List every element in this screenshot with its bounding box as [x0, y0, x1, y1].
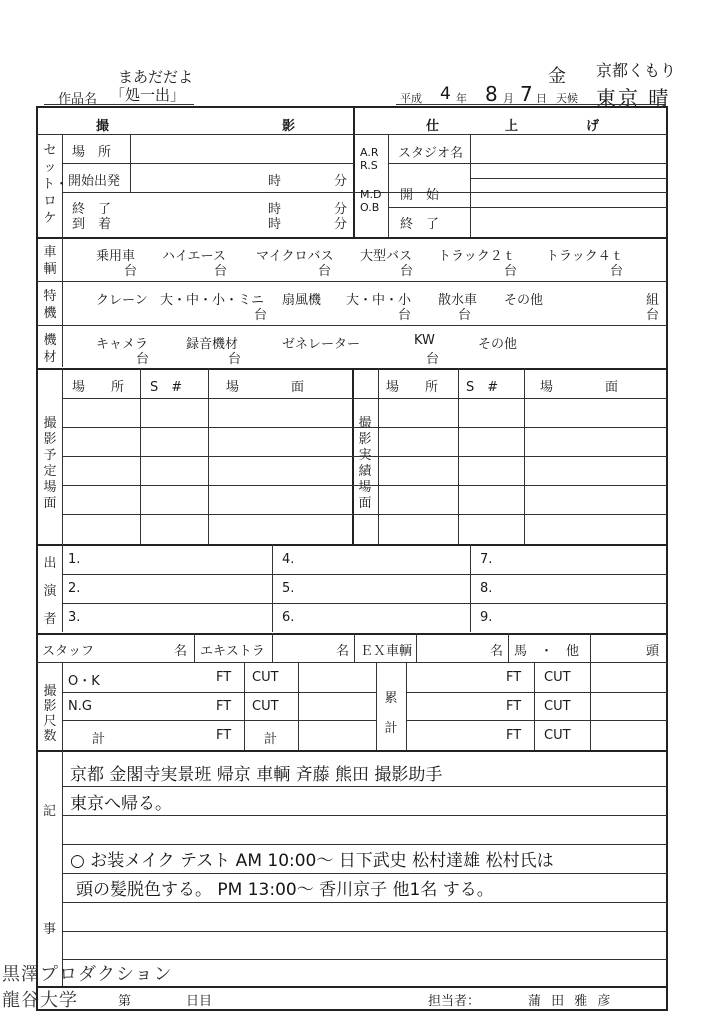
row-line	[406, 720, 667, 721]
unit: 台	[318, 264, 332, 279]
vehicle-truck2: トラック２ｔ	[438, 249, 516, 264]
notes-side-ki: 記	[43, 804, 57, 819]
unit: 台	[646, 308, 660, 323]
row-line	[388, 207, 667, 208]
cumulative-label: 累計	[384, 691, 398, 736]
film-total-label: 計	[92, 732, 106, 747]
equip-camera: キャメラ	[96, 337, 149, 352]
weather-value: 東京 晴	[596, 86, 671, 110]
footer-day-no: 第	[118, 994, 132, 1009]
scene-col-place: 場 所	[72, 380, 125, 395]
cut: CUT	[544, 699, 571, 714]
side-divider	[62, 544, 63, 632]
note-rule	[62, 931, 667, 932]
vehicles-side-label: 車輌	[43, 245, 57, 277]
special-crane-size: 大・中・小・ミニ	[160, 293, 265, 308]
code-ar: A.R	[360, 146, 379, 159]
set-start-label: 開始出発	[68, 174, 121, 189]
row-line	[62, 456, 667, 457]
unit: 台	[124, 264, 138, 279]
header-finish-a: 仕	[426, 119, 440, 134]
cast-num: 9.	[480, 610, 493, 625]
col-divider	[508, 633, 509, 662]
set-end-min: 分	[334, 202, 348, 217]
horse-label: 馬 ・ 他	[514, 644, 580, 659]
vehicle-car: 乗用車	[96, 249, 136, 264]
footer-day-label: 日目	[186, 994, 213, 1009]
cast-num: 1.	[68, 552, 81, 567]
cast-num: 8.	[480, 581, 493, 596]
unit: 台	[398, 308, 412, 323]
special-other: その他	[504, 293, 544, 308]
col-divider	[298, 662, 299, 750]
section-line	[37, 237, 667, 239]
note-line-2: 東京へ帰る。	[70, 794, 172, 814]
date-year: 4	[440, 84, 451, 104]
film-side-label: 撮影尺数	[43, 684, 57, 744]
cut: CUT	[544, 670, 571, 685]
col-divider	[470, 544, 471, 632]
section-line	[37, 281, 667, 282]
col-divider	[406, 662, 407, 750]
row-line	[406, 692, 667, 693]
special-crane: クレーン	[96, 293, 148, 308]
note-rule	[62, 902, 667, 903]
unit: 台	[504, 264, 518, 279]
cut: CUT	[252, 699, 279, 714]
film-ok-label: O・K	[68, 674, 100, 689]
unit: 台	[228, 352, 242, 367]
weekday: 金	[548, 66, 566, 87]
ft: FT	[506, 670, 522, 685]
unit: 台	[136, 352, 150, 367]
code-md: M.D	[360, 188, 382, 201]
set-arrive-label: 到 着	[72, 217, 112, 232]
unit: 台	[400, 264, 414, 279]
extra-unit: 名	[336, 644, 350, 659]
scene-col-scene: 場 面	[540, 380, 619, 395]
extra-label: エキストラ	[200, 644, 265, 659]
side-divider	[62, 237, 63, 367]
col-divider	[534, 662, 535, 750]
col-divider	[354, 633, 355, 662]
horse-unit: 頭	[646, 644, 660, 659]
note-line-1: 京都 金閣寺実景班 帰京 車輌 斉藤 熊田 撮影助手	[70, 765, 443, 785]
scene-col-s: S #	[466, 380, 499, 395]
col-divider	[194, 633, 195, 662]
ex-vehicle-unit: 名	[490, 644, 504, 659]
cast-num: 5.	[282, 581, 295, 596]
equipment-side-label: 機材	[43, 333, 57, 365]
set-arrive-min: 分	[334, 217, 348, 232]
section-line	[37, 325, 667, 326]
row-line	[62, 398, 667, 399]
row-line	[62, 603, 667, 604]
row-line	[62, 692, 376, 693]
equip-generator: ゼネレーター	[282, 337, 361, 352]
footer-person: 蒲 田 雅 彦	[528, 994, 614, 1009]
scene-col-s: S #	[150, 380, 183, 395]
watermark-line-2: 龍谷大学	[2, 990, 78, 1011]
section-line	[37, 633, 667, 635]
date-year-label: 年	[456, 92, 467, 105]
equip-kw: KW	[414, 333, 435, 348]
ft: FT	[216, 699, 232, 714]
note-rule	[62, 815, 667, 816]
title-note: まあだだよ	[118, 68, 194, 86]
note-line-3: ○ お装メイク テスト AM 10:00〜 日下武史 松村達雄 松村氏は	[70, 851, 554, 871]
vehicle-hiace: ハイエース	[162, 249, 226, 264]
header-shoot-b: 影	[282, 119, 296, 134]
row-line	[62, 720, 376, 721]
notes-side-ji: 事	[43, 922, 57, 937]
set-loc-side-label: セット・ロケ	[42, 143, 69, 226]
work-name-label: 作品名	[58, 92, 98, 107]
ft: FT	[216, 670, 232, 685]
col-divider	[272, 633, 273, 662]
header-finish-c: げ	[586, 119, 600, 134]
header-finish-b: 上	[505, 119, 519, 134]
col-divider	[416, 633, 417, 662]
row-line	[62, 485, 667, 486]
studio-label-divider	[470, 134, 471, 238]
ft: FT	[506, 699, 522, 714]
note-line-4: 頭の髪脱色する。 PM 13:00〜 香川京子 他1名 する。	[76, 880, 494, 900]
special-side-label: 特機	[43, 289, 57, 321]
studio-end: 終 了	[400, 217, 440, 232]
unit: 台	[254, 308, 268, 323]
special-kumi: 組	[646, 293, 660, 308]
weather-note: 京都くもり	[596, 61, 677, 80]
cut: CUT	[252, 670, 279, 685]
note-rule	[62, 873, 667, 874]
scene-col-place: 場 所	[386, 380, 439, 395]
work-name-underline	[44, 104, 194, 105]
date-prefix: 平成	[400, 92, 422, 105]
date-month: 8	[485, 82, 498, 106]
date-day-label: 日	[536, 92, 547, 105]
special-fan: 扇風機	[282, 293, 322, 308]
row-line	[388, 163, 667, 164]
row-line	[62, 574, 667, 575]
note-rule	[62, 786, 667, 787]
scene-col-scene: 場 面	[226, 380, 305, 395]
weather-label: 天候	[556, 92, 578, 105]
cast-num: 4.	[282, 552, 295, 567]
work-name-value: 「処一出」	[110, 86, 186, 104]
cut-total: 計	[264, 732, 278, 747]
staff-label: スタッフ	[42, 644, 95, 659]
ft: FT	[216, 728, 232, 743]
col-divider	[272, 544, 273, 632]
row-line	[37, 134, 667, 135]
set-place-label: 場 所	[72, 145, 112, 160]
col-divider	[590, 662, 591, 750]
cast-num: 7.	[480, 552, 493, 567]
footer-person-label: 担当者：	[428, 994, 481, 1009]
date-month-label: 月	[503, 92, 514, 105]
vehicle-microbus: マイクロバス	[256, 249, 334, 264]
actual-side-label: 撮影実績場面	[358, 416, 372, 511]
cut: CUT	[544, 728, 571, 743]
col-divider	[590, 633, 591, 662]
header-shoot-a: 撮	[96, 119, 110, 134]
cast-num: 3.	[68, 610, 81, 625]
cast-num: 6.	[282, 610, 295, 625]
set-end-hour: 時	[268, 202, 282, 217]
set-start-hour: 時	[268, 174, 282, 189]
plan-side-label: 撮影予定場面	[43, 416, 57, 511]
ex-vehicle-label: ＥＸ車輌	[360, 644, 413, 659]
code-rs: R.S	[360, 159, 378, 172]
unit: 台	[610, 264, 624, 279]
special-fan-size: 大・中・小	[346, 293, 412, 308]
section-line	[37, 986, 667, 988]
cast-side-label: 出演者	[43, 556, 57, 627]
col-divider	[244, 662, 245, 750]
unit: 台	[426, 352, 440, 367]
date-underline	[396, 104, 666, 105]
row-line	[62, 163, 354, 164]
row-line	[470, 178, 667, 179]
code-ob: O.B	[360, 201, 380, 214]
set-start-min: 分	[334, 174, 348, 189]
equip-other: その他	[478, 337, 518, 352]
row-line	[62, 514, 667, 515]
shoot-finish-divider	[353, 107, 355, 237]
cast-num: 2.	[68, 581, 81, 596]
note-rule	[62, 844, 667, 845]
special-sprinkler: 散水車	[438, 293, 478, 308]
row-line	[62, 427, 667, 428]
unit: 台	[458, 308, 472, 323]
vehicle-truck4: トラック４ｔ	[546, 249, 624, 264]
staff-unit: 名	[174, 644, 188, 659]
row-line	[37, 662, 667, 663]
equip-sound: 録音機材	[186, 337, 239, 352]
section-line	[37, 750, 667, 752]
set-arrive-hour: 時	[268, 217, 282, 232]
watermark-line-1: 黒澤プロダクション	[2, 964, 173, 985]
set-end-label: 終 了	[72, 202, 112, 217]
code-divider	[388, 134, 389, 238]
date-day: 7	[520, 82, 533, 106]
vehicle-bus: 大型バス	[360, 249, 413, 264]
side-divider	[62, 662, 63, 750]
unit: 台	[214, 264, 228, 279]
studio-label: スタジオ名	[398, 146, 464, 161]
col-divider	[376, 662, 377, 750]
studio-start: 開 始	[400, 188, 440, 203]
ft: FT	[506, 728, 522, 743]
film-ng-label: N.G	[68, 699, 92, 714]
section-line	[37, 544, 667, 546]
